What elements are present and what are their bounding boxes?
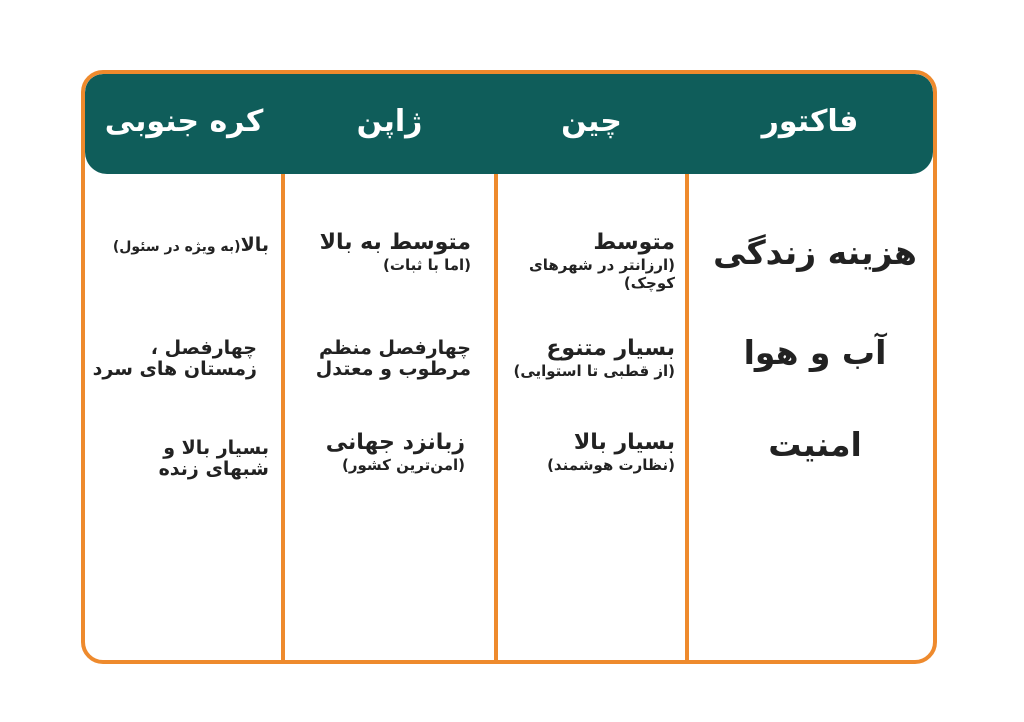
japan-safety-note: (امن‌ترین کشور) bbox=[342, 456, 465, 474]
china-cost-cell bbox=[495, 230, 675, 292]
header-china: چین bbox=[561, 104, 622, 139]
china-safety-cell bbox=[495, 430, 675, 474]
south-korea-cost-note: (به ویژه در سئول) bbox=[112, 239, 241, 255]
south-korea-cost-value: بالا bbox=[240, 234, 269, 256]
comparison-table bbox=[81, 70, 937, 664]
japan-cost-cell bbox=[291, 230, 471, 274]
japan-climate-cell bbox=[311, 338, 471, 380]
japan-cost-value: متوسط به بالا bbox=[319, 230, 471, 255]
china-cost-value: متوسط bbox=[593, 230, 675, 255]
japan-safety-cell bbox=[285, 430, 465, 474]
japan-cost-note: (اما با ثبات) bbox=[383, 256, 471, 274]
china-climate-cell bbox=[495, 336, 675, 380]
japan-climate-value: چهارفصل منظم مرطوب و معتدل bbox=[315, 337, 471, 380]
japan-safety-value: زبانزد جهانی bbox=[325, 430, 465, 455]
south-korea-safety-value: بسیار بالا و شبهای زنده bbox=[158, 437, 269, 480]
china-safety-note: (نظارت هوشمند) bbox=[547, 456, 675, 474]
south-korea-cost-cell bbox=[83, 232, 269, 260]
china-cost-note: (ارزانتر در شهرهای کوچک) bbox=[528, 256, 675, 292]
china-climate-value: بسیار متنوع bbox=[546, 336, 675, 361]
factor-climate: آب و هوا bbox=[743, 333, 887, 372]
column-divider bbox=[685, 174, 689, 664]
china-climate-note: (از قطبی تا استوایی) bbox=[513, 362, 675, 380]
south-korea-climate-value: چهارفصل ، زمستان های سرد bbox=[92, 337, 257, 380]
china-safety-value: بسیار بالا bbox=[573, 430, 675, 455]
header-south-korea: کره جنوبی bbox=[104, 104, 264, 139]
south-korea-climate-cell bbox=[87, 338, 257, 380]
factor-safety: امنیت bbox=[768, 425, 862, 464]
header-factor: فاکتور bbox=[761, 104, 859, 139]
header-japan: ژاپن bbox=[356, 104, 423, 139]
south-korea-safety-cell bbox=[99, 438, 269, 480]
column-divider bbox=[281, 174, 285, 664]
factor-cost-of-living: هزینه زندگی bbox=[713, 233, 917, 272]
